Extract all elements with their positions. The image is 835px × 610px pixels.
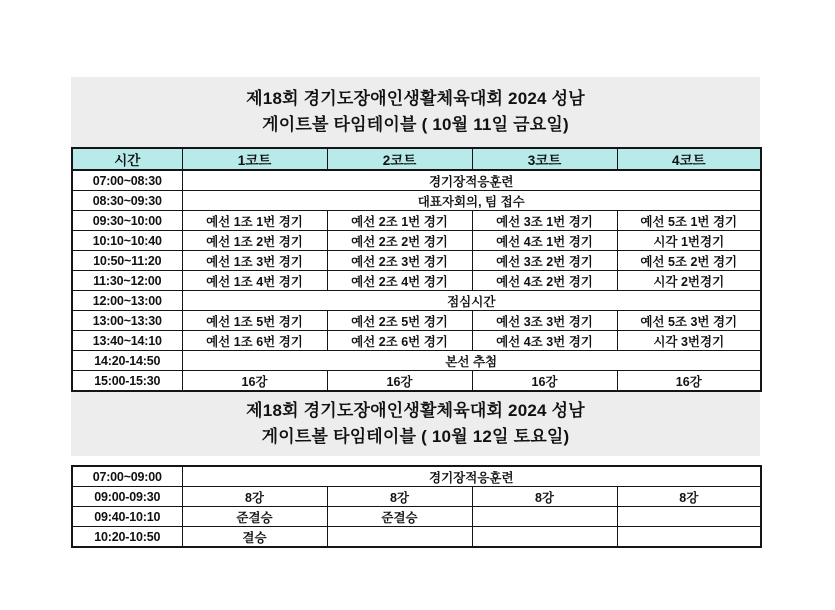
time-cell: 08:30~09:30 — [72, 191, 182, 211]
court-event-cell: 예선 2조 6번 경기 — [327, 331, 472, 351]
court-event-cell: 8강 — [617, 487, 761, 507]
time-cell: 15:00-15:30 — [72, 371, 182, 392]
court-event-cell: 시각 2번경기 — [617, 271, 761, 291]
court-event-cell: 예선 2조 2번 경기 — [327, 231, 472, 251]
table-row — [72, 487, 761, 507]
court-event-cell: 16강 — [617, 371, 761, 392]
time-cell: 10:10~10:40 — [72, 231, 182, 251]
table-row — [72, 231, 761, 251]
court-event-cell: 예선 3조 2번 경기 — [472, 251, 617, 271]
timetable-day1 — [71, 147, 762, 392]
day2-title-line2: 게이트볼 타임테이블 ( 10월 12일 토요일) — [261, 426, 570, 446]
column-header-court4: 4코트 — [617, 148, 761, 170]
column-header-court2: 2코트 — [327, 148, 472, 170]
court-event-cell — [472, 507, 617, 527]
court-event-cell: 결승 — [182, 527, 327, 548]
table-row — [72, 331, 761, 351]
day2-title-line1: 제18회 경기도장애인생활체육대회 2024 성남 — [246, 400, 585, 420]
column-header-court3: 3코트 — [472, 148, 617, 170]
court-event-cell: 예선 2조 4번 경기 — [327, 271, 472, 291]
court-event-cell: 예선 1조 3번 경기 — [182, 251, 327, 271]
time-cell: 07:00~09:00 — [72, 466, 182, 487]
court-event-cell — [617, 507, 761, 527]
court-event-cell: 예선 4조 1번 경기 — [472, 231, 617, 251]
header-row — [72, 148, 761, 170]
day1-title-line1: 제18회 경기도장애인생활체육대회 2024 성남 — [246, 88, 585, 108]
day1-title-line2: 게이트볼 타임테이블 ( 10월 11일 금요일) — [262, 114, 569, 134]
time-cell: 09:30~10:00 — [72, 211, 182, 231]
table-row — [72, 371, 761, 392]
court-event-cell: 준결승 — [327, 507, 472, 527]
column-header-court1: 1코트 — [182, 148, 327, 170]
court-event-cell: 16강 — [472, 371, 617, 392]
court-event-cell: 16강 — [327, 371, 472, 392]
time-cell: 12:00~13:00 — [72, 291, 182, 311]
time-cell: 10:20-10:50 — [72, 527, 182, 548]
court-event-cell: 예선 1조 2번 경기 — [182, 231, 327, 251]
table-row — [72, 191, 761, 211]
table-row — [72, 271, 761, 291]
court-event-cell: 예선 5조 3번 경기 — [617, 311, 761, 331]
court-event-cell — [617, 527, 761, 548]
court-event-cell: 예선 2조 1번 경기 — [327, 211, 472, 231]
time-cell: 11:30~12:00 — [72, 271, 182, 291]
court-event-cell: 준결승 — [182, 507, 327, 527]
column-header-time: 시간 — [72, 148, 182, 170]
merged-event-cell: 경기장적응훈련 — [182, 466, 761, 487]
court-event-cell: 예선 1조 5번 경기 — [182, 311, 327, 331]
time-cell: 07:00~08:30 — [72, 170, 182, 191]
day2-title-block — [71, 392, 760, 456]
court-event-cell: 예선 5조 2번 경기 — [617, 251, 761, 271]
table-row — [72, 527, 761, 548]
time-cell: 10:50~11:20 — [72, 251, 182, 271]
table-row — [72, 466, 761, 487]
court-event-cell: 8강 — [327, 487, 472, 507]
court-event-cell: 예선 4조 3번 경기 — [472, 331, 617, 351]
court-event-cell: 예선 1조 6번 경기 — [182, 331, 327, 351]
court-event-cell: 8강 — [472, 487, 617, 507]
merged-event-cell: 본선 추첨 — [182, 351, 761, 371]
court-event-cell — [327, 527, 472, 548]
court-event-cell: 8강 — [182, 487, 327, 507]
time-cell: 09:40-10:10 — [72, 507, 182, 527]
table-row — [72, 311, 761, 331]
court-event-cell: 시각 1번경기 — [617, 231, 761, 251]
time-cell: 13:00~13:30 — [72, 311, 182, 331]
merged-event-cell: 점심시간 — [182, 291, 761, 311]
court-event-cell: 예선 3조 3번 경기 — [472, 311, 617, 331]
court-event-cell: 예선 4조 2번 경기 — [472, 271, 617, 291]
merged-event-cell: 대표자회의, 팀 접수 — [182, 191, 761, 211]
court-event-cell: 시각 3번경기 — [617, 331, 761, 351]
table-row — [72, 351, 761, 371]
schedule-document — [71, 77, 760, 548]
court-event-cell — [472, 527, 617, 548]
time-cell: 13:40~14:10 — [72, 331, 182, 351]
timetable-day2 — [71, 465, 762, 548]
court-event-cell: 예선 1조 4번 경기 — [182, 271, 327, 291]
court-event-cell: 16강 — [182, 371, 327, 392]
table-row — [72, 291, 761, 311]
table-row — [72, 251, 761, 271]
time-cell: 09:00-09:30 — [72, 487, 182, 507]
court-event-cell: 예선 2조 5번 경기 — [327, 311, 472, 331]
court-event-cell: 예선 3조 1번 경기 — [472, 211, 617, 231]
court-event-cell: 예선 2조 3번 경기 — [327, 251, 472, 271]
day1-title-block — [71, 77, 760, 147]
court-event-cell: 예선 5조 1번 경기 — [617, 211, 761, 231]
time-cell: 14:20-14:50 — [72, 351, 182, 371]
table-row — [72, 507, 761, 527]
table-row — [72, 211, 761, 231]
table-row — [72, 170, 761, 191]
court-event-cell: 예선 1조 1번 경기 — [182, 211, 327, 231]
merged-event-cell: 경기장적응훈련 — [182, 170, 761, 191]
